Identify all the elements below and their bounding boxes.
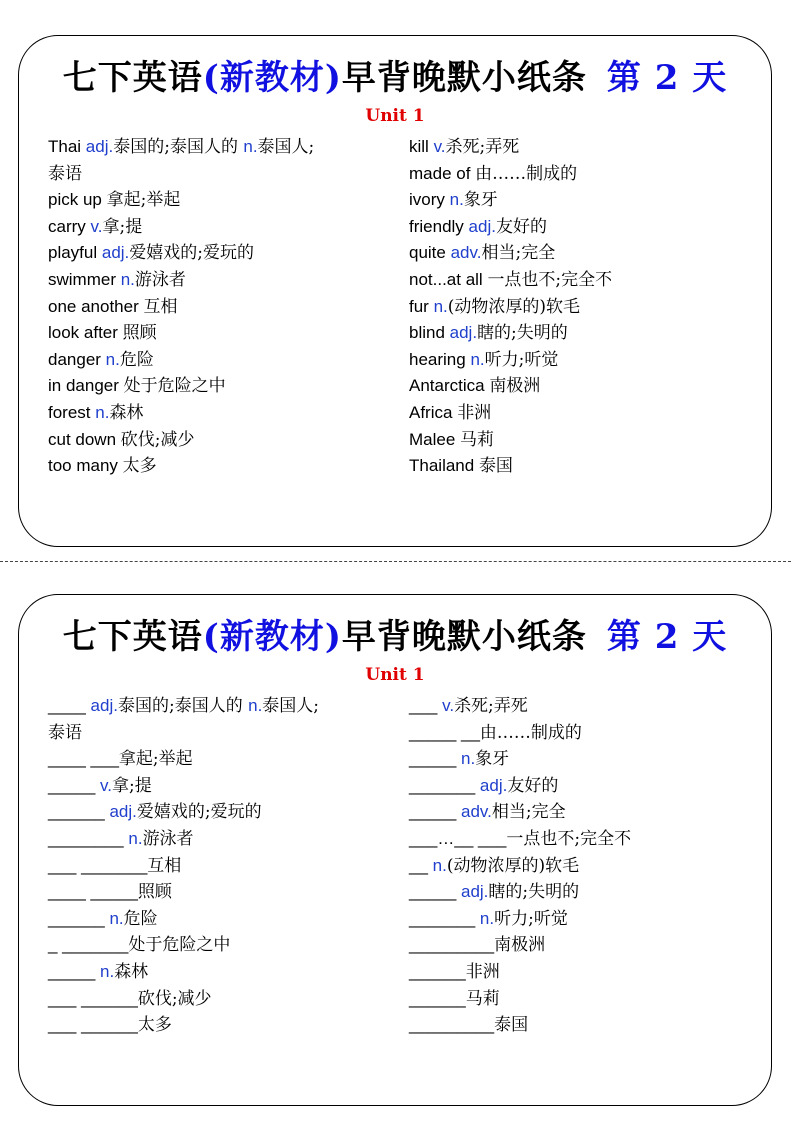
vocab-list-left (48, 693, 398, 1039)
vocab-entry (48, 773, 398, 800)
chinese-meaning: 由……制成的 (479, 722, 582, 743)
chinese-meaning: 太多 (122, 456, 157, 477)
chinese-meaning: 游泳者 (142, 828, 194, 849)
part-of-speech: n. (461, 749, 476, 769)
vocab-entry (409, 187, 769, 214)
vocab-word: swimmer (48, 269, 121, 289)
part-of-speech: n. (128, 828, 143, 848)
vocab-entry (48, 693, 398, 720)
vocab-word: forest (48, 402, 96, 422)
part-of-speech: adj. (90, 696, 118, 715)
chinese-meaning: 森林 (109, 402, 144, 423)
chinese-meaning: 南极洲 (494, 935, 546, 956)
chinese-meaning: 南极洲 (489, 376, 541, 397)
part-of-speech: adv. (461, 802, 492, 822)
chinese-meaning: 照顾 (122, 323, 157, 344)
vocab-entry (48, 134, 398, 161)
chinese-meaning: (动物浓厚的)软毛 (446, 855, 580, 876)
title-day: 第 2 天 (606, 617, 728, 657)
chinese-meaning: 太多 (137, 1015, 172, 1036)
chinese-meaning-2: 泰国人; (257, 137, 315, 157)
vocab-entry (48, 1012, 398, 1039)
title-edition: (新教材) (202, 617, 342, 657)
title-text: 七下英语 (62, 617, 203, 657)
vocab-entry (409, 693, 769, 720)
vocab-entry (409, 240, 769, 267)
vocab-word: ___ (409, 696, 443, 715)
vocab-word: Thai (48, 137, 86, 156)
vocab-entry (409, 214, 769, 241)
vocab-entry (48, 294, 398, 321)
vocab-entry (48, 161, 398, 188)
vocab-entry (48, 240, 398, 267)
chinese-meaning-2: 泰国人; (262, 696, 320, 716)
vocab-entry (409, 720, 769, 747)
card-title (19, 609, 771, 658)
chinese-meaning: 非洲 (465, 961, 500, 982)
chinese-meaning: 杀死;弄死 (454, 696, 528, 716)
part-of-speech: adj. (85, 137, 114, 156)
chinese-meaning: 危险 (119, 349, 154, 370)
vocab-word: one another (48, 296, 144, 316)
part-of-speech: v. (100, 775, 112, 795)
chinese-meaning: 泰国的;泰国人的 (117, 696, 249, 716)
vocab-word: ______ (409, 988, 466, 1008)
part-of-speech: adj. (479, 775, 508, 795)
vocab-word: __ (409, 855, 433, 875)
chinese-meaning: 拿;提 (111, 775, 152, 796)
vocab-word: ___ ______ (48, 988, 138, 1008)
vocab-word: Thailand (409, 456, 479, 476)
vocab-word: _________ (409, 935, 495, 955)
cut-line-divider (0, 561, 791, 562)
chinese-meaning: 象牙 (475, 749, 510, 770)
chinese-meaning: 马莉 (460, 429, 495, 450)
vocab-entry (409, 373, 769, 400)
part-of-speech: n. (100, 961, 115, 981)
part-of-speech: adv. (450, 243, 482, 263)
chinese-meaning: 泰国 (494, 1015, 529, 1036)
vocab-word: _________ (409, 1015, 495, 1035)
chinese-meaning: 瞎的;失明的 (477, 323, 568, 344)
vocab-entry (48, 320, 398, 347)
vocab-entry (409, 959, 769, 986)
vocab-entry (409, 400, 769, 427)
vocab-entry (48, 267, 398, 294)
memo-card-reference (18, 35, 772, 547)
unit-label: Unit 1 (365, 106, 425, 126)
vocab-entry (409, 879, 769, 906)
vocab-entry (48, 932, 398, 959)
part-of-speech: n. (432, 855, 447, 875)
chinese-meaning: 泰语 (48, 163, 82, 184)
chinese-meaning: 泰国 (478, 456, 513, 477)
vocab-entry (409, 134, 769, 161)
part-of-speech: n. (479, 908, 495, 928)
vocab-word: pick up (48, 190, 107, 210)
vocab-entry (409, 746, 769, 773)
vocab-word: _____ __ (409, 722, 480, 742)
chinese-meaning: 泰国的;泰国人的 (113, 137, 244, 157)
chinese-meaning: 一点也不;完全不 (487, 269, 613, 290)
vocab-word: playful (48, 243, 102, 263)
vocab-entry (48, 799, 398, 826)
vocab-entry (48, 373, 398, 400)
vocab-entry (409, 853, 769, 880)
vocab-word: _______ (409, 908, 480, 928)
vocab-entry (409, 427, 769, 454)
chinese-meaning: 危险 (123, 908, 158, 929)
vocab-word: look after (48, 323, 123, 343)
chinese-meaning: 处于危险之中 (123, 376, 226, 397)
vocab-word: ______ (48, 802, 110, 822)
vocab-word: _____ (48, 961, 100, 981)
chinese-meaning: (动物浓厚的)软毛 (447, 296, 581, 317)
part-of-speech-2: n. (243, 137, 258, 156)
chinese-meaning: 处于危险之中 (128, 935, 231, 956)
vocab-word: _______ (409, 775, 480, 795)
chinese-meaning: 互相 (147, 855, 182, 876)
vocab-list-right (409, 134, 769, 480)
part-of-speech: n. (433, 296, 448, 316)
memo-card-dictation (18, 594, 772, 1106)
vocab-entry (48, 214, 398, 241)
part-of-speech: adj. (101, 243, 130, 263)
vocab-word: blind (409, 323, 450, 343)
vocab-list-left (48, 134, 398, 480)
vocab-entry (48, 187, 398, 214)
chinese-meaning: 拿起;举起 (106, 190, 181, 211)
vocab-word: cut down (48, 429, 121, 449)
vocab-entry (48, 746, 398, 773)
chinese-meaning: 拿起;举起 (118, 749, 193, 770)
vocab-word: Africa (409, 402, 458, 422)
vocab-word: ______ (409, 961, 466, 981)
unit-label: Unit 1 (365, 665, 425, 685)
vocab-word: ________ (48, 828, 129, 848)
chinese-meaning: 听力;听觉 (494, 908, 568, 929)
vocab-word: fur (409, 296, 434, 316)
card-title (19, 50, 771, 99)
chinese-meaning: 瞎的;失明的 (488, 882, 580, 903)
part-of-speech: v. (90, 216, 103, 236)
vocab-entry (48, 906, 398, 933)
chinese-meaning: 相当;完全 (481, 243, 556, 264)
vocab-word: ___ ______ (48, 1015, 138, 1035)
vocab-entry (409, 932, 769, 959)
chinese-meaning: 相当;完全 (491, 802, 566, 823)
part-of-speech: n. (95, 402, 110, 422)
part-of-speech: v. (433, 137, 446, 156)
vocab-entry (409, 347, 769, 374)
vocab-entry (48, 959, 398, 986)
vocab-word: ____ _____ (48, 882, 138, 902)
part-of-speech: adj. (461, 882, 489, 902)
vocab-word: ______ (48, 908, 110, 928)
vocab-word: Antarctica (409, 376, 490, 396)
vocab-entry (48, 720, 398, 747)
vocab-word: ivory (409, 190, 450, 210)
vocab-word: in danger (48, 376, 124, 396)
vocab-word: ___…__ ___ (409, 828, 507, 848)
chinese-meaning: 森林 (114, 961, 149, 982)
chinese-meaning: 砍伐;减少 (137, 988, 212, 1009)
vocab-word: _____ (48, 775, 100, 795)
vocab-word: ____ ___ (48, 749, 119, 769)
vocab-word: danger (48, 349, 106, 369)
part-of-speech: adj. (109, 802, 137, 822)
vocab-entry (48, 347, 398, 374)
vocab-entry (48, 427, 398, 454)
vocab-entry (409, 161, 769, 188)
vocab-entry (48, 986, 398, 1013)
vocab-word: carry (48, 216, 91, 236)
vocab-word: kill (409, 137, 434, 156)
vocab-entry (409, 773, 769, 800)
part-of-speech: n. (109, 908, 124, 928)
part-of-speech: adj. (468, 216, 496, 236)
part-of-speech: n. (470, 349, 485, 369)
part-of-speech: v. (442, 696, 455, 715)
vocab-list-right (409, 693, 769, 1039)
vocab-word: too many (48, 456, 123, 476)
vocab-word: ___ _______ (48, 855, 148, 875)
vocab-entry (48, 879, 398, 906)
vocab-word: friendly (409, 216, 469, 236)
chinese-meaning: 友好的 (495, 216, 547, 237)
chinese-meaning: 泰语 (48, 722, 82, 743)
vocab-entry (409, 799, 769, 826)
vocab-word: made of (409, 163, 476, 183)
vocab-entry (409, 826, 769, 853)
vocab-word: _ _______ (48, 935, 129, 955)
vocab-entry (409, 267, 769, 294)
part-of-speech: n. (105, 349, 120, 369)
vocab-entry (409, 294, 769, 321)
vocab-word: _____ (409, 749, 461, 769)
vocab-entry (409, 986, 769, 1013)
title-edition: (新教材) (202, 58, 342, 98)
vocab-word: quite (409, 243, 451, 263)
chinese-meaning: 友好的 (507, 775, 559, 796)
chinese-meaning: 爱嬉戏的;爱玩的 (129, 243, 255, 264)
part-of-speech: adj. (449, 323, 478, 343)
vocab-entry (409, 453, 769, 480)
vocab-entry (48, 853, 398, 880)
title-subtitle: 早背晚默小纸条 (341, 58, 587, 98)
chinese-meaning: 杀死;弄死 (445, 137, 520, 157)
chinese-meaning: 砍伐;减少 (120, 429, 195, 450)
chinese-meaning: 爱嬉戏的;爱玩的 (136, 802, 262, 823)
vocab-word: Malee (409, 429, 461, 449)
vocab-entry (48, 826, 398, 853)
vocab-word: ____ (48, 696, 91, 715)
chinese-meaning: 马莉 (465, 988, 500, 1009)
title-text: 七下英语 (62, 58, 203, 98)
chinese-meaning: 游泳者 (134, 269, 186, 290)
chinese-meaning: 象牙 (463, 190, 498, 211)
vocab-entry (409, 906, 769, 933)
vocab-entry (409, 320, 769, 347)
vocab-entry (48, 400, 398, 427)
part-of-speech: n. (120, 269, 135, 289)
vocab-entry (48, 453, 398, 480)
chinese-meaning: 由……制成的 (475, 163, 578, 184)
vocab-word: _____ (409, 882, 461, 902)
part-of-speech: n. (449, 190, 464, 210)
vocab-word: not...at all (409, 269, 488, 289)
chinese-meaning: 非洲 (457, 402, 492, 423)
chinese-meaning: 听力;听觉 (484, 349, 559, 370)
chinese-meaning: 拿;提 (102, 216, 143, 237)
part-of-speech-2: n. (248, 696, 263, 715)
vocab-word: hearing (409, 349, 471, 369)
chinese-meaning: 照顾 (137, 882, 172, 903)
title-subtitle: 早背晚默小纸条 (341, 617, 587, 657)
chinese-meaning: 互相 (143, 296, 178, 317)
vocab-entry (409, 1012, 769, 1039)
title-day: 第 2 天 (606, 58, 728, 98)
chinese-meaning: 一点也不;完全不 (506, 828, 632, 849)
vocab-word: _____ (409, 802, 461, 822)
